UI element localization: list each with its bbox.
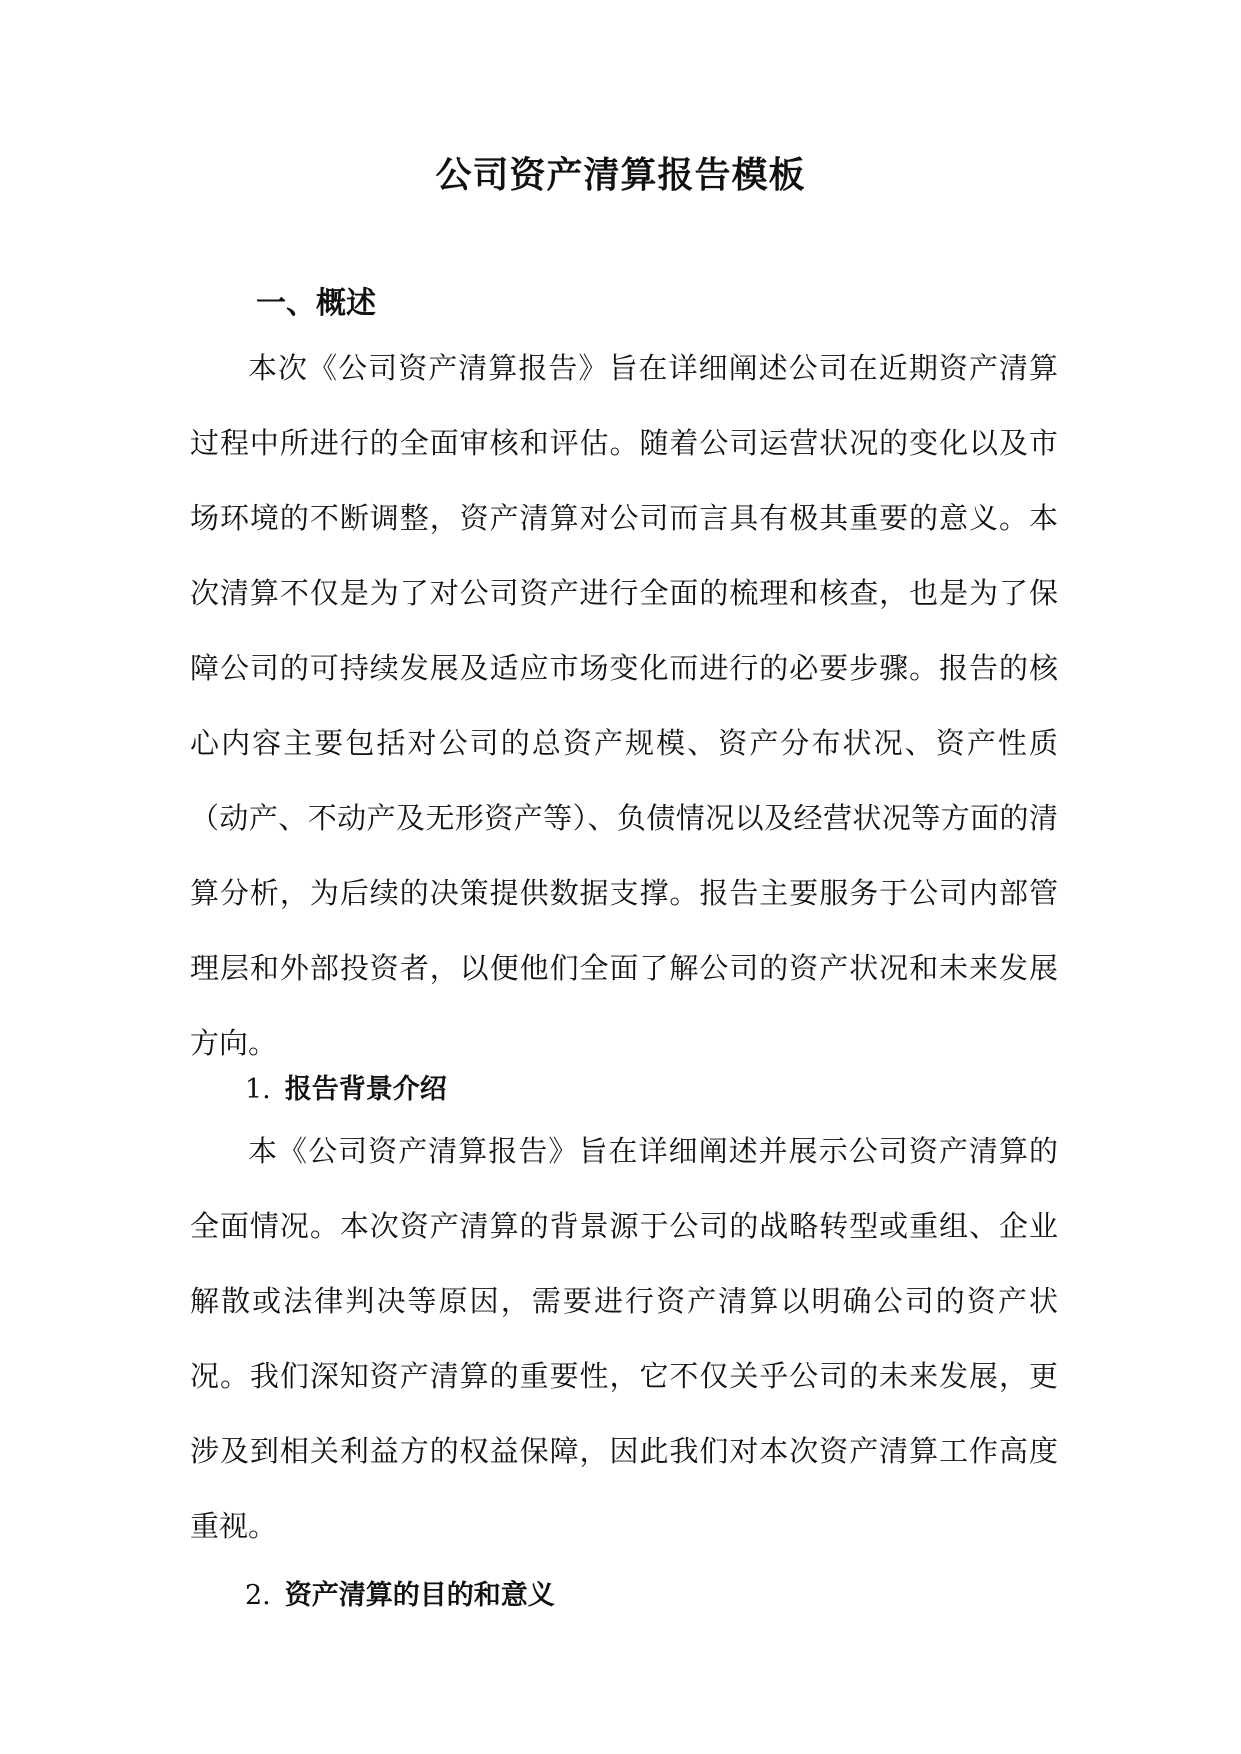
- subsection-number: 1.: [245, 1074, 271, 1105]
- section-heading-overview: 一、概述: [256, 286, 376, 321]
- subsection-heading-purpose: [245, 1576, 555, 1616]
- subsection-heading-text: 资产清算的目的和意义: [284, 1580, 555, 1611]
- document-title: 公司资产清算报告模板: [435, 155, 806, 196]
- background-paragraph: 本《公司资产清算报告》旨在详细阐述并展示公司资产清算的全面情况。本次资产清算的背景源于公司的战略转型或重组、企业解散或法律判决等原因，需要进行资产清算以明确公司的资产状况。我们深知资产清算的重要性，它不仅关乎公司的未来发展，更涉及到相关利益方的权益保障，因此我们对本次资产清算工作高度重视。: [190, 1134, 1058, 1543]
- subsection-heading-text: 报告背景介绍: [284, 1074, 447, 1105]
- subsection-number: 2.: [245, 1580, 271, 1611]
- subsection-heading-background: [245, 1070, 447, 1110]
- overview-paragraph: 本次《公司资产清算报告》旨在详细阐述公司在近期资产清算过程中所进行的全面审核和评估。随着公司运营状况的变化以及市场环境的不断调整，资产清算对公司而言具有极其重要的意义。本次清算不仅是为了对公司资产进行全面的梳理和核查，也是为了保障公司的可持续发展及适应市场变化而进行的必要步骤。报告的核心内容主要包括对公司的总资产规模、资产分布状况、资产性质（动产、不动产及无形资产等）、负债情况以及经营状况等方面的清算分析，为后续的决策提供数据支撑。报告主要服务于公司内部管理层和外部投资者，以便他们全面了解公司的资产状况和未来发展方向。: [190, 351, 1058, 1060]
